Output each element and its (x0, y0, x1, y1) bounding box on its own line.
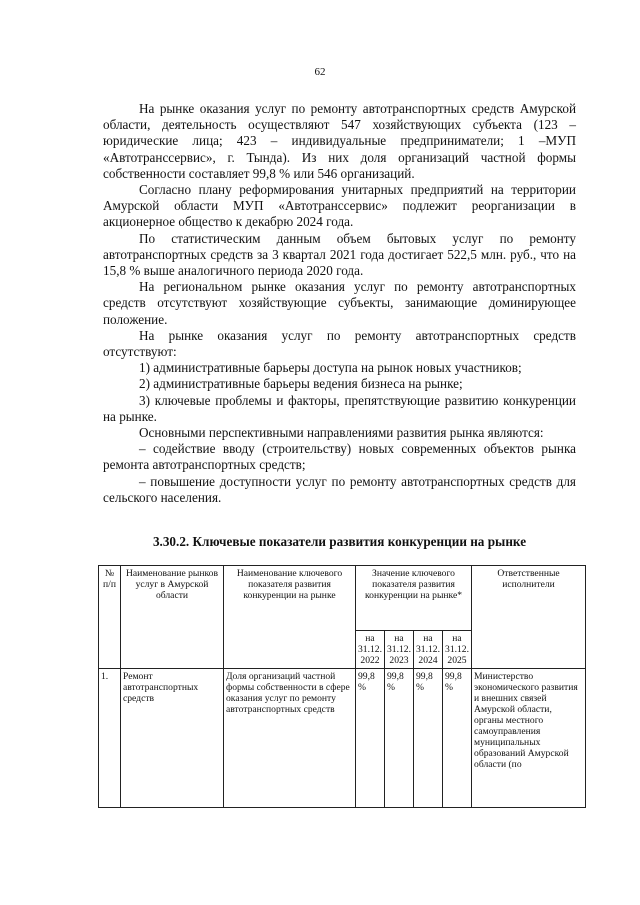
table-row (99, 669, 586, 808)
header-value: Значение ключевого показателя развития конкуренции на рынке* (356, 566, 472, 631)
cell-value: 99,8 % (414, 669, 443, 808)
header-responsible: Ответственные исполнители (472, 566, 586, 669)
year-header: на 31.12. 2022 (356, 631, 385, 669)
paragraph: Согласно плану реформирования унитарных предприятий на территории Амурской области МУП «Автотранссервис» подлежит реорганизации в акционерное общество к декабрю 2024 года. (103, 182, 576, 230)
paragraph: На рынке оказания услуг по ремонту автотранспортных средств Амурской области, деятельность осуществляют 547 хозяйствующих субъекта (123 – юридические лица; 423 – индивидуальные предприниматели; 1 –МУП «Автотранссервис», г. Тында). Из них доля организаций частной формы собственности составляет 99,8 % или 546 организаций. (103, 101, 576, 181)
list-item: 3) ключевые проблемы и факторы, препятствующие развитию конкуренции на рынке. (103, 392, 576, 424)
list-item: 2) административные барьеры ведения бизнеса на рынке; (139, 376, 463, 392)
cell-market: Ремонт автотранспортных средств (121, 669, 224, 808)
cell-value: 99,8 % (443, 669, 472, 808)
year-header: на 31.12. 2023 (385, 631, 414, 669)
header-indicator: Наименование ключевого показателя развития конкуренции на рынке (224, 566, 356, 669)
kpi-table (98, 565, 586, 808)
page-number: 62 (314, 66, 326, 78)
cell-num: 1. (99, 669, 121, 808)
header-num: № п/п (99, 566, 121, 669)
table-header-row (99, 566, 586, 631)
paragraph: Основными перспективными направлениями развития рынка являются: (139, 425, 544, 441)
cell-indicator: Доля организаций частной формы собственности в сфере оказания услуг по ремонту автотранспортных средств (224, 669, 356, 808)
section-title: 3.30.2. Ключевые показатели развития конкуренции на рынке (152, 534, 527, 549)
paragraph: По статистическим данным объем бытовых услуг по ремонту автотранспортных средств за 3 квартал 2021 года достигает 522,5 млн. руб., что на 15,8 % выше аналогичного периода 2020 года. (103, 230, 576, 279)
list-item: – повышение доступности услуг по ремонту автотранспортных средств для сельского населения. (103, 473, 576, 505)
paragraph: На рынке оказания услуг по ремонту автотранспортных средств отсутствуют: (103, 327, 576, 360)
paragraph: На региональном рынке оказания услуг по ремонту автотранспортных средств отсутствуют хозяйствующие субъекты, занимающие доминирующее положение. (103, 279, 576, 327)
list-item: 1) административные барьеры доступа на рынок новых участников; (139, 360, 522, 376)
list-item: – содействие вводу (строительству) новых современных объектов рынка ремонта автотранспортных средств; (103, 441, 576, 473)
year-header: на 31.12. 2025 (443, 631, 472, 669)
body-text (103, 101, 576, 506)
cell-responsible: Министерство экономического развития и внешних связей Амурской области, органы местного самоуправления муниципальных образований Амурской области (по (472, 669, 586, 808)
year-header: на 31.12. 2024 (414, 631, 443, 669)
header-market: Наименование рынков услуг в Амурской области (121, 566, 224, 669)
cell-value: 99,8 % (356, 669, 385, 808)
cell-value: 99,8 % (385, 669, 414, 808)
